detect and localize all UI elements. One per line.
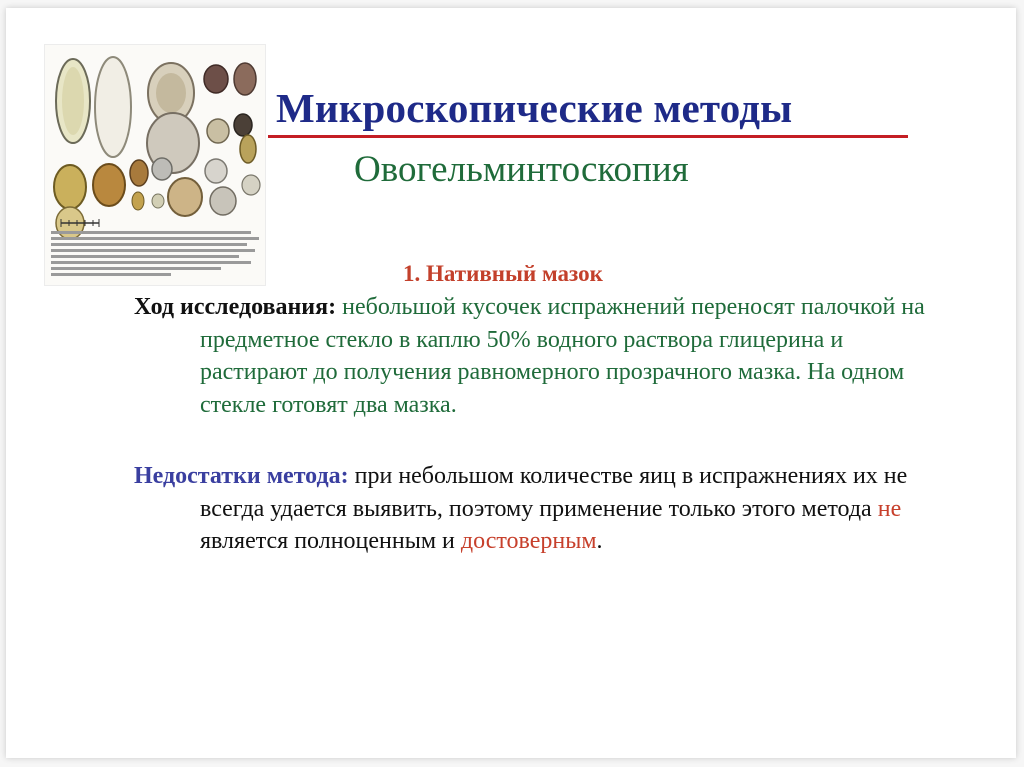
drawbacks-text-2: является полноценным и	[200, 528, 455, 554]
slide-title: Микроскопические методы	[276, 85, 793, 131]
helminth-eggs-figure	[44, 44, 266, 286]
section-heading: 1. Нативный мазок	[403, 261, 603, 286]
drawbacks-paragraph	[134, 460, 940, 558]
procedure-paragraph	[134, 291, 940, 421]
procedure-text: небольшой кусочек испражнений переносят палочкой на предметное стекло в каплю 50% водного раствора глицерина и растирают до получения равномерного прозрачного мазка. На одном стекле готовят два мазка.	[200, 294, 925, 418]
slide	[6, 8, 1016, 758]
drawbacks-text-1: при небольшом количестве яиц в испражнениях их не всегда удается выявить, поэтому применение только этого метода	[200, 463, 908, 522]
drawbacks-emphasis-not: не	[877, 495, 902, 522]
title-underline	[268, 135, 908, 138]
procedure-label: Ход исследования:	[134, 294, 337, 320]
helminth-eggs-illustration	[45, 45, 265, 285]
drawbacks-text-3: .	[596, 528, 603, 554]
drawbacks-label: Недостатки метода:	[134, 463, 349, 489]
slide-subtitle: Овогельминтоскопия	[354, 149, 689, 190]
drawbacks-emphasis-reliable: достоверным	[460, 528, 597, 554]
